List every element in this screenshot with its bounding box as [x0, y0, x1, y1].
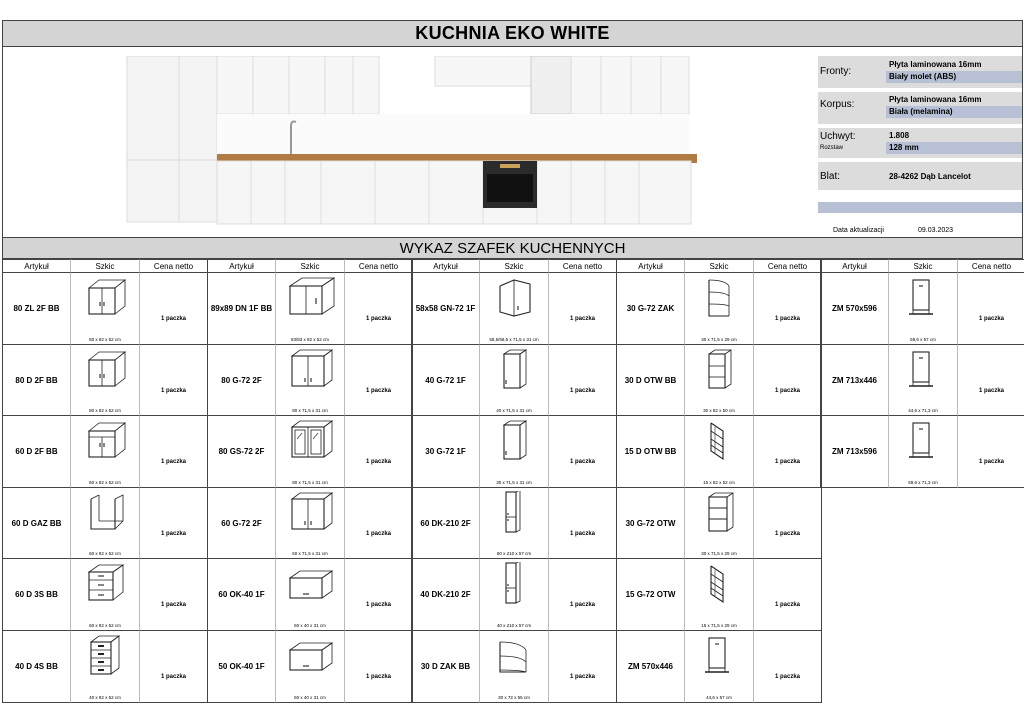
column-header: Artykuł [411, 259, 479, 273]
price-cell [548, 345, 617, 416]
cabinet-code: ZM 570x446 [616, 631, 684, 703]
price-cell [753, 631, 822, 703]
sketch-cell [684, 345, 753, 416]
package-count: 1 paczka [978, 459, 1005, 465]
sketch-cell [479, 559, 548, 631]
cabinet-dimensions: 80 x 71,5 x 31 cm [292, 408, 328, 413]
wall-1door-icon [490, 419, 540, 463]
cabinet-code: 80 ZL 2F BB [2, 273, 70, 345]
package-count: 1 paczka [365, 531, 392, 537]
cabinet-dimensions: 60 x 40 x 31 cm [294, 623, 326, 628]
column-header: Artykuł [207, 259, 275, 273]
cabinet-dimensions: 40 x 210 x 57 cm [496, 623, 532, 628]
sketch-cell [275, 559, 344, 631]
price-cell [548, 273, 617, 345]
corner-base-icon [286, 276, 336, 320]
cabinet-dimensions: 60 x 82 x 52 cm [89, 551, 121, 556]
narrow-shelf-icon [695, 562, 745, 606]
cabinet-dimensions: 30 x 82 x 50 cm [703, 408, 735, 413]
sketch-cell [70, 488, 139, 559]
package-count: 1 paczka [160, 531, 187, 537]
column-header: Szkic [479, 259, 548, 273]
corner-wall-icon [490, 276, 540, 320]
narrow-shelf-icon [695, 419, 745, 463]
spec-uchwyt-sublabel: Rozstaw [820, 145, 844, 151]
specs-panel [818, 56, 1023, 238]
cabinet-code: ZM 713x596 [820, 416, 888, 488]
cabinet-dimensions: 30 x 71,5 x 29 cm [701, 551, 737, 556]
spec-fronty-finish: Biały molet (ABS) [886, 71, 1022, 83]
cabinet-code: 58x58 GN-72 1F [411, 273, 479, 345]
price-cell [139, 488, 208, 559]
cabinet-dimensions: 80 x 82 x 52 cm [89, 337, 121, 342]
price-cell [139, 345, 208, 416]
cabinet-code: ZM 570x596 [820, 273, 888, 345]
cabinet-dimensions: 59,6 x 57 cm [910, 337, 936, 342]
package-count: 1 paczka [774, 531, 801, 537]
sketch-cell [70, 345, 139, 416]
column-header: Cena netto [344, 259, 413, 273]
cabinet-code: 40 D 4S BB [2, 631, 70, 703]
package-count: 1 paczka [160, 316, 187, 322]
price-cell [344, 559, 413, 631]
cabinet-code: 80 G-72 2F [207, 345, 275, 416]
cabinet-dimensions: 40 x 82 x 52 cm [89, 695, 121, 700]
package-count: 1 paczka [365, 316, 392, 322]
price-cell [753, 559, 822, 631]
column-header: Artykuł [2, 259, 70, 273]
sketch-cell [275, 273, 344, 345]
open-shelf-base-icon [695, 348, 745, 392]
cabinet-dimensions: 30 x 71,5 x 31 cm [496, 480, 532, 485]
end-shelf-wall-icon [695, 276, 745, 320]
sketch-cell [888, 416, 957, 488]
wall-2door-icon [286, 491, 336, 535]
end-shelf-base-icon [490, 634, 540, 678]
spec-fronty-material: Płyta laminowana 16mm [889, 60, 982, 69]
column-header: Artykuł [616, 259, 684, 273]
tall-unit-icon [490, 491, 540, 535]
column-header: Cena netto [957, 259, 1024, 273]
cabinet-dimensions: 44,6 x 71,3 cm [908, 408, 938, 413]
package-count: 1 paczka [569, 602, 596, 608]
price-cell [548, 416, 617, 488]
cabinet-code: 60 G-72 2F [207, 488, 275, 559]
hood-cabinet-icon [286, 562, 336, 606]
column-header: Szkic [70, 259, 139, 273]
dishwasher-front-icon [899, 276, 949, 320]
column-header: Szkic [684, 259, 753, 273]
package-count: 1 paczka [365, 602, 392, 608]
drawers-4-icon [81, 634, 131, 678]
cabinet-code: 30 D ZAK BB [411, 631, 479, 703]
cabinet-code: 30 G-72 ZAK [616, 273, 684, 345]
package-count: 1 paczka [569, 531, 596, 537]
price-cell [753, 345, 822, 416]
cabinet-dimensions: 15 x 82 x 52 cm [703, 480, 735, 485]
cabinet-code: 89x89 DN 1F BB [207, 273, 275, 345]
sketch-cell [70, 273, 139, 345]
section-title: WYKAZ SZAFEK KUCHENNYCH [2, 237, 1023, 259]
spec-korpus-finish: Biała (melamina) [886, 106, 1022, 118]
spec-uchwyt-code: 1.808 [889, 131, 910, 140]
price-cell [957, 416, 1024, 488]
cabinet-code: 60 D GAZ BB [2, 488, 70, 559]
cabinet-code: 60 OK-40 1F [207, 559, 275, 631]
spec-blat-value: 28-4262 Dąb Lancelot [889, 172, 971, 181]
cabinet-code: 30 D OTW BB [616, 345, 684, 416]
cabinet-code: 50 OK-40 1F [207, 631, 275, 703]
price-cell [753, 488, 822, 559]
price-cell [753, 416, 822, 488]
dishwasher-front-icon [899, 419, 949, 463]
price-cell [139, 559, 208, 631]
price-cell [957, 345, 1024, 416]
sketch-cell [479, 416, 548, 488]
cabinet-code: 30 G-72 OTW [616, 488, 684, 559]
cabinet-dimensions: 80 x 82 x 52 cm [89, 408, 121, 413]
package-count: 1 paczka [569, 316, 596, 322]
package-count: 1 paczka [978, 388, 1005, 394]
price-cell [344, 345, 413, 416]
cabinet-code: 80 D 2F BB [2, 345, 70, 416]
update-date: 09.03.2023 [918, 227, 954, 234]
spec-korpus-material: Płyta laminowana 16mm [889, 95, 982, 104]
price-cell [548, 631, 617, 703]
package-count: 1 paczka [774, 316, 801, 322]
sketch-cell [275, 631, 344, 703]
sketch-cell [684, 273, 753, 345]
cabinet-code: 15 G-72 OTW [616, 559, 684, 631]
cabinet-code: 15 D OTW BB [616, 416, 684, 488]
open-shelf-wall-icon [695, 491, 745, 535]
dishwasher-front-icon [899, 348, 949, 392]
spec-uchwyt-spacing: 128 mm [886, 142, 1022, 154]
base-2door-icon [81, 348, 131, 392]
sketch-cell [479, 631, 548, 703]
sketch-cell [479, 488, 548, 559]
price-cell [139, 631, 208, 703]
sketch-cell [479, 273, 548, 345]
cabinet-dimensions: 80 x 71,5 x 31 cm [292, 480, 328, 485]
cabinet-dimensions: 50 x 40 x 31 cm [294, 695, 326, 700]
price-cell [344, 488, 413, 559]
package-count: 1 paczka [569, 459, 596, 465]
drawers-3-icon [81, 562, 131, 606]
price-cell [344, 631, 413, 703]
sketch-cell [684, 631, 753, 703]
sketch-cell [888, 273, 957, 345]
cabinet-dimensions: 60 x 82 x 52 cm [89, 623, 121, 628]
base-2door-icon [81, 276, 131, 320]
column-header: Szkic [888, 259, 957, 273]
cabinet-dimensions: 83/83 x 82 x 52 cm [290, 337, 330, 342]
hood-cabinet-icon [286, 634, 336, 678]
cabinet-dimensions: 60 x 82 x 52 cm [89, 480, 121, 485]
package-count: 1 paczka [569, 388, 596, 394]
sketch-cell [684, 559, 753, 631]
cabinet-code: 60 DK-210 2F [411, 488, 479, 559]
price-cell [139, 273, 208, 345]
sketch-cell [70, 416, 139, 488]
cabinet-code: 60 D 3S BB [2, 559, 70, 631]
sketch-cell [275, 416, 344, 488]
wall-2door-icon [286, 348, 336, 392]
price-cell [344, 416, 413, 488]
cabinet-code: 80 GS-72 2F [207, 416, 275, 488]
sketch-cell [70, 631, 139, 703]
spec-blat-label: Blat: [820, 171, 841, 182]
cabinet-code: 40 DK-210 2F [411, 559, 479, 631]
price-cell [139, 416, 208, 488]
cabinet-dimensions: 60 x 210 x 57 cm [496, 551, 532, 556]
package-count: 1 paczka [365, 459, 392, 465]
tall-unit-icon [490, 562, 540, 606]
update-label: Data aktualizacji [833, 227, 884, 234]
sketch-cell [275, 345, 344, 416]
sketch-cell [684, 488, 753, 559]
package-count: 1 paczka [569, 674, 596, 680]
cabinet-dimensions: 40 x 71,5 x 31 cm [496, 408, 532, 413]
dishwasher-front-icon [695, 634, 745, 678]
price-cell [548, 488, 617, 559]
spec-uchwyt-label: Uchwyt: [820, 131, 856, 142]
price-cell [957, 273, 1024, 345]
sketch-cell [275, 488, 344, 559]
cabinet-code: 40 G-72 1F [411, 345, 479, 416]
package-count: 1 paczka [160, 459, 187, 465]
cabinet-dimensions: 59,6 x 71,3 cm [908, 480, 938, 485]
spec-korpus-label: Korpus: [820, 99, 855, 110]
package-count: 1 paczka [774, 674, 801, 680]
package-count: 1 paczka [160, 674, 187, 680]
package-count: 1 paczka [774, 388, 801, 394]
sketch-cell [888, 345, 957, 416]
price-cell [753, 273, 822, 345]
sketch-cell [479, 345, 548, 416]
cabinet-code: ZM 713x446 [820, 345, 888, 416]
package-count: 1 paczka [978, 316, 1005, 322]
wall-glass-icon [286, 419, 336, 463]
cabinet-dimensions: 44,6 x 57 cm [706, 695, 732, 700]
package-count: 1 paczka [774, 459, 801, 465]
price-cell [548, 559, 617, 631]
column-header: Cena netto [139, 259, 208, 273]
package-count: 1 paczka [774, 602, 801, 608]
cabinet-code: 30 G-72 1F [411, 416, 479, 488]
base-2door-open-icon [81, 419, 131, 463]
cabinet-dimensions: 30 x 72 x 55 cm [498, 695, 530, 700]
package-count: 1 paczka [365, 388, 392, 394]
cabinet-dimensions: 30 x 71,5 x 29 cm [701, 337, 737, 342]
sketch-cell [70, 559, 139, 631]
price-cell [344, 273, 413, 345]
package-count: 1 paczka [365, 674, 392, 680]
cabinet-dimensions: 58,5/58,5 x 71,5 x 31 cm [489, 337, 539, 342]
column-header: Szkic [275, 259, 344, 273]
wall-1door-icon [490, 348, 540, 392]
column-header: Cena netto [753, 259, 822, 273]
package-count: 1 paczka [160, 602, 187, 608]
kitchen-render-image [125, 56, 705, 232]
column-header: Cena netto [548, 259, 617, 273]
cabinet-dimensions: 60 x 71,5 x 31 cm [292, 551, 328, 556]
page-title: KUCHNIA EKO WHITE [2, 20, 1023, 47]
package-count: 1 paczka [160, 388, 187, 394]
cabinet-code: 60 D 2F BB [2, 416, 70, 488]
gas-base-icon [81, 491, 131, 535]
column-header: Artykuł [820, 259, 888, 273]
spec-fronty-label: Fronty: [820, 66, 852, 77]
cabinet-dimensions: 15 x 71,5 x 29 cm [701, 623, 737, 628]
sketch-cell [684, 416, 753, 488]
